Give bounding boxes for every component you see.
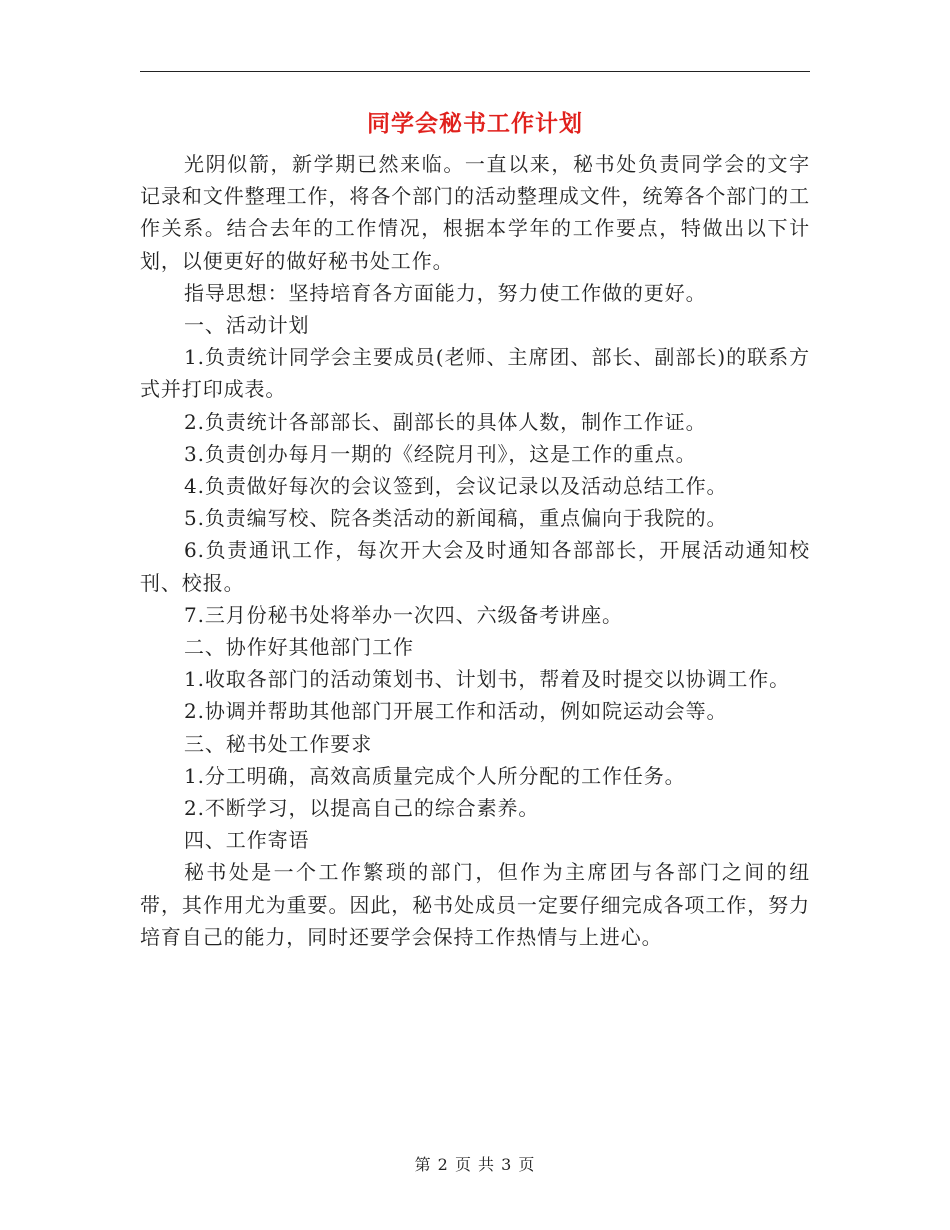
- header-rule: [140, 71, 810, 72]
- guiding-principle: 指导思想：坚持培育各方面能力，努力使工作做的更好。: [184, 280, 707, 305]
- list-item: 1.负责统计同学会主要成员(老师、主席团、部长、副部长)的联系方式并打印成表。: [140, 345, 810, 402]
- section-heading-requirements: 三、秘书处工作要求: [184, 731, 373, 756]
- list-item: 7.三月份秘书处将举办一次四、六级备考讲座。: [184, 602, 623, 627]
- document-title: 同学会秘书工作计划: [367, 110, 583, 137]
- list-item: 5.负责编写校、院各类活动的新闻稿，重点偏向于我院的。: [184, 506, 728, 531]
- list-item: 4.负责做好每次的会议签到，会议记录以及活动总结工作。: [184, 474, 728, 499]
- list-item: 1.分工明确，高效高质量完成个人所分配的工作任务。: [184, 763, 686, 788]
- page-number: 第 2 页 共 3 页: [414, 1155, 536, 1174]
- list-item: 6.负责通讯工作，每次开大会及时通知各部部长，开展活动通知校刊、校报。: [140, 538, 810, 595]
- section-heading-message: 四、工作寄语: [184, 828, 310, 853]
- section-heading-cooperation: 二、协作好其他部门工作: [184, 635, 414, 660]
- list-item: 3.负责创办每月一期的《经院月刊》，这是工作的重点。: [184, 441, 697, 466]
- document-body: [140, 148, 810, 953]
- intro-paragraph: 光阴似箭，新学期已然来临。一直以来，秘书处负责同学会的文字记录和文件整理工作，将各个部门的活动整理成文件，统筹各个部门的工作关系。结合去年的工作情况，根据本学年的工作要点，特做出以下计划，以便更好的做好秘书处工作。: [140, 152, 810, 273]
- list-item: 2.负责统计各部部长、副部长的具体人数，制作工作证。: [184, 409, 707, 434]
- list-item: 1.收取各部门的活动策划书、计划书，帮着及时提交以协调工作。: [184, 667, 791, 692]
- list-item: 2.协调并帮助其他部门开展工作和活动，例如院运动会等。: [184, 699, 728, 724]
- section-heading-activity-plan: 一、活动计划: [184, 313, 310, 338]
- closing-paragraph: 秘书处是一个工作繁琐的部门，但作为主席团与各部门之间的纽带，其作用尤为重要。因此，秘书处成员一定要仔细完成各项工作，努力培育自己的能力，同时还要学会保持工作热情与上进心。: [140, 860, 810, 949]
- list-item: 2.不断学习，以提高自己的综合素养。: [184, 796, 540, 821]
